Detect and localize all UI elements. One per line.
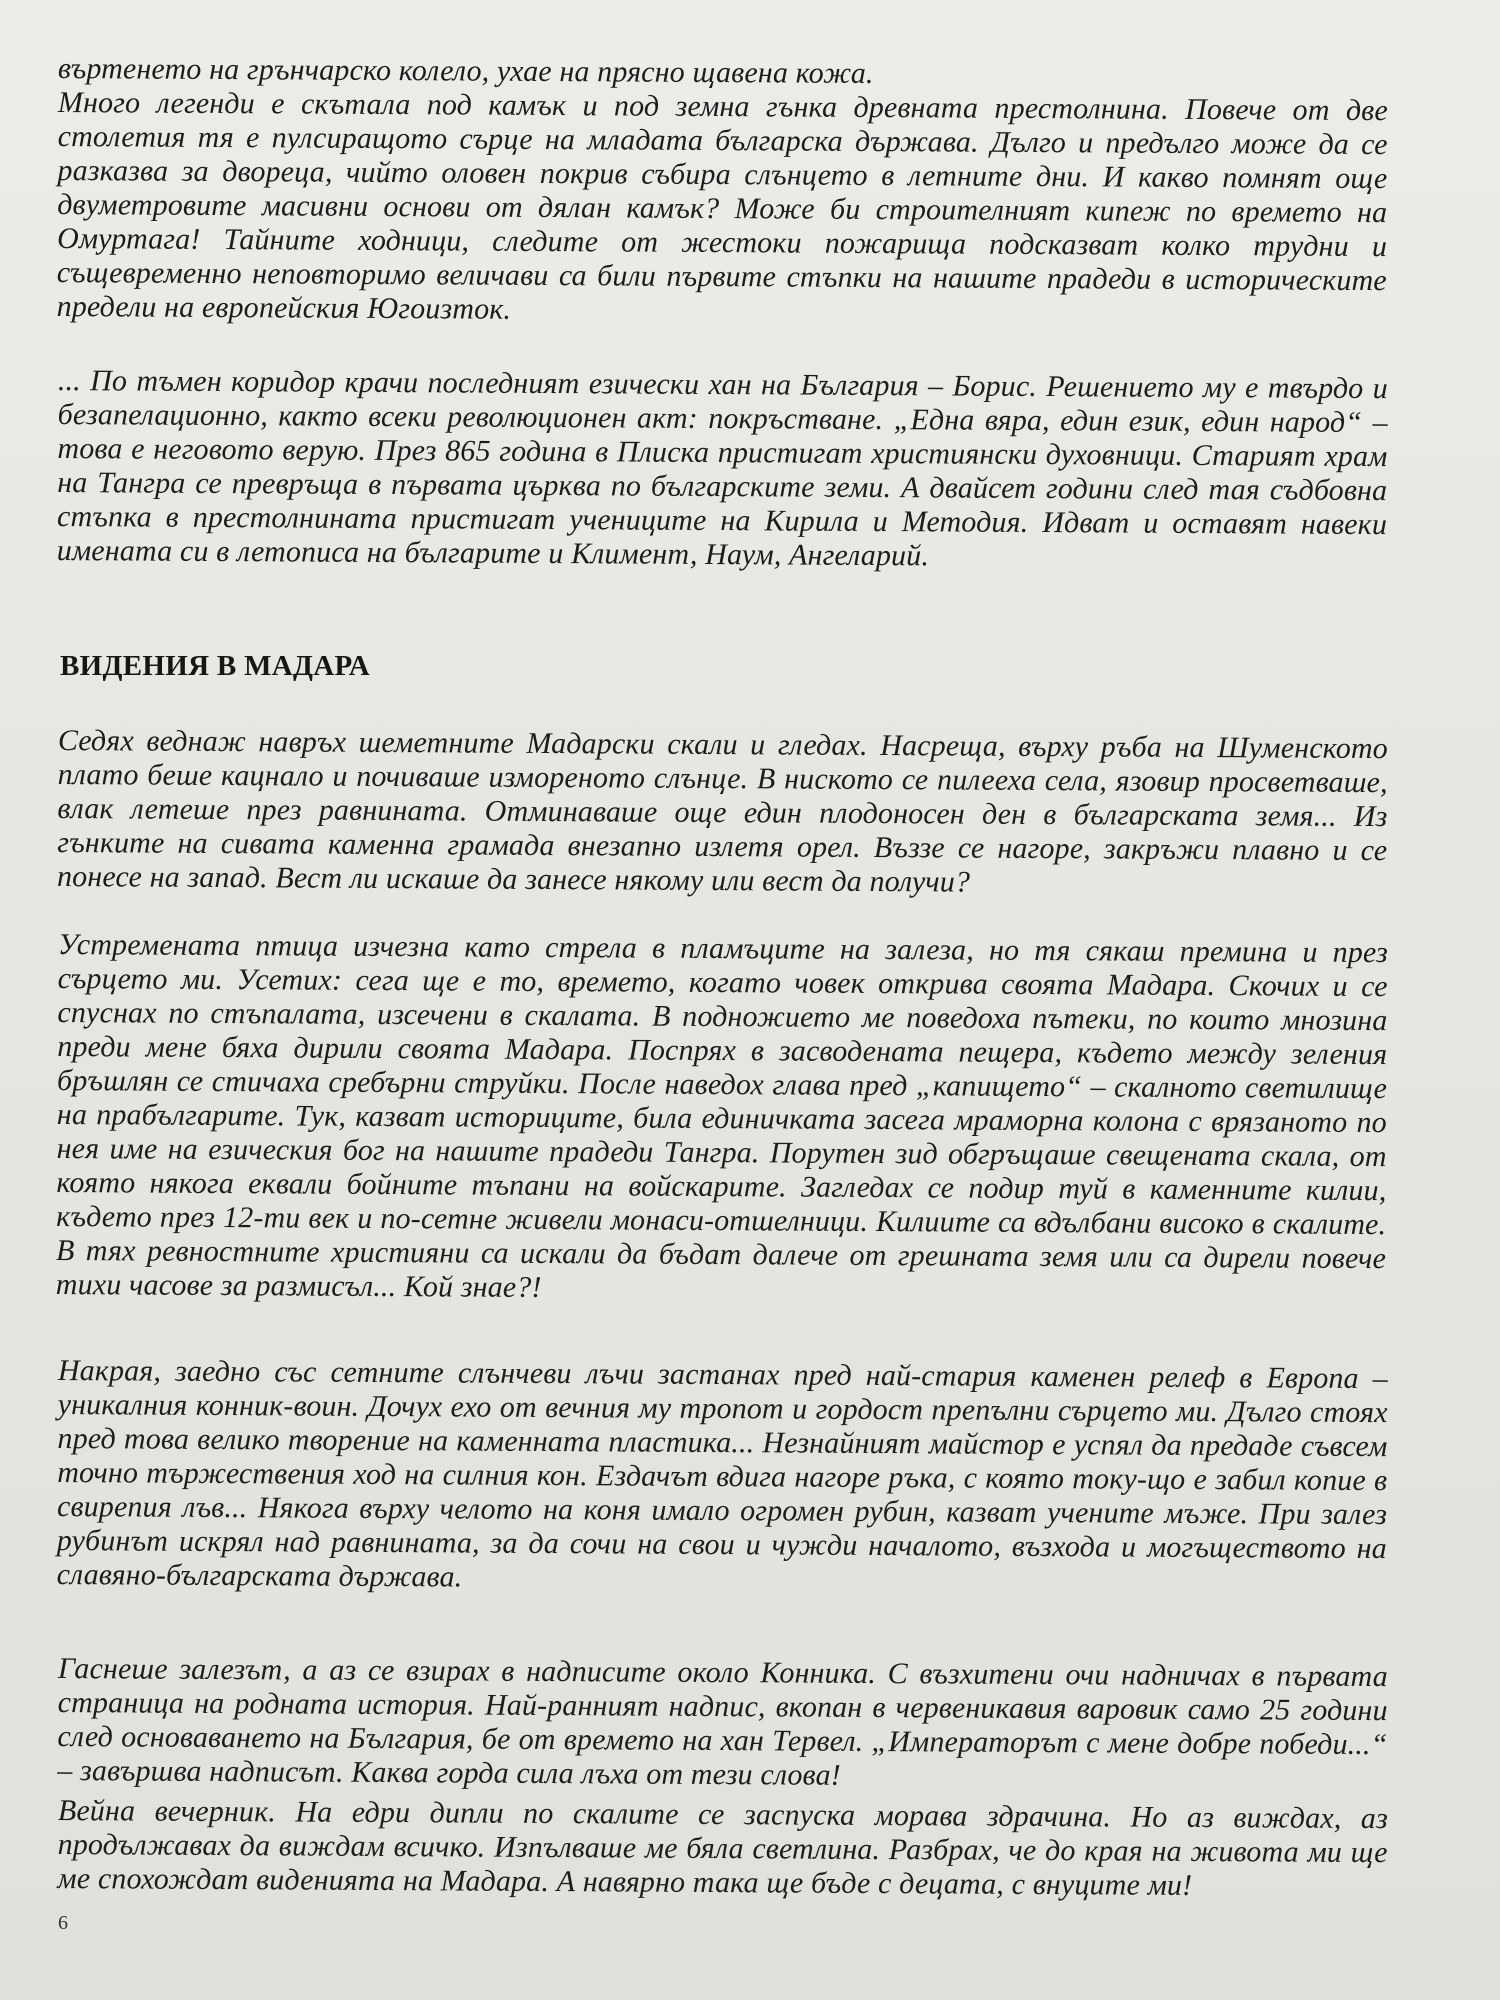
section-heading: ВИДЕНИЯ В МАДАРА [60,650,371,682]
document-page [55,52,1388,1982]
paragraph-eagle-sanctuary: Устремената птица изчезна като стрела в пламъците на залеза, но тя сякаш премина и през сърцето ми. Усетих: сега ще е то, времето, когато човек открива своята Мадара. Скочих и се спуснах по стъпалата, изсечени в скалата. В подножието ме поведоха пътеки, по които мнозина преди мене бяха дирили своята Мадара. Поспрях в засводената пещера, където между зеления бръшлян се стичаха сребърни струйки. После наведох глава пред „капището“ – скалното светилище на прабългарите. Тук, казват историците, била единичката засега мраморна колона с врязаното по нея име на езическия бог на нашите прадеди Тангра. Порутен зид обгръщаше свещената скала, от която някога еквали бойните тъпани на войскарите. Загледах се подир туй в каменните килии, където през 12-ти век и по-сетне живели монаси-отшелници. Килиите са вдълбани високо в скалите. В тях ревностните християни са искали да бъдат далече от грешната земя или са дирели повече тихи часове за размисъл... Кой знае?! [55,928,1388,1304]
paragraph-horseman-relief: Накрая, заедно със сетните слънчеви лъчи застанах пред най-стария каменен релеф в Европа – уникалния конник-воин. Дочух ехо от вечния му тропот и гордост препълни сърцето ми. Дълго стоях пред това велико творение на каменната пластика... Незнайният майстор е успял да предаде съвсем точно тържествения ход на силния кон. Ездачът вдига нагоре ръка, с която току-що е забил копие в свирепия лъв... Някога върху челото на коня имало огромен рубин, казват учените мъже. При залез рубинът искрял над равнината, за да сочи на свои и чужди началото, възхода и могъществото на славяно-българската държава. [56,1354,1388,1594]
paragraph-capital-legends: Много легенди е скътала под камък и под земна гънка древната престолнина. Повече от две столетия тя е пулсиращото сърце на младата българска държава. Дълго и предълго може да се разказва за двореца, чийто оловен покрив събира слънцето в летните дни. И какво помнят още двуметровите масивни основи от дялан камък? Може би строителният кипеж по времето на Омуртага! Тайните ходници, следите от жестоки пожарища подсказват колко трудни и същевременно неповторимо величави са били първите стъпки на нашите прадеди в историческите предели на европейския Югоизток. [56,86,1388,326]
paragraph-madara-cliffs: Седях веднаж навръх шеметните Мадарски скали и гледах. Насреща, върху ръба на Шуменското плато беше кацнало и почиваше измореното слънце. В ниското се пилееха села, язовир просветваше, влак летеше през равнината. Отминаваше още един плодоносен ден в българската земя... Из гънките на сивата каменна грамада внезапно излетя орел. Въззе се нагоре, закръжи плавно и се понесе на запад. Вест ли искаше да занесе някому или вест да получи? [56,724,1388,899]
paragraph-evening: Вейна вечерник. На едри дипли по скалите се заспуска морава здрачина. Но аз виждах, аз продължавах да виждам всичко. Изпълваше ме бяла светлина. Разбрах, че до края на живота ми ще ме спохождат виденията на Мадара. А навярно така ще бъде с децата, с внуците ми! [57,1794,1388,1902]
paragraph-khan-boris: ... По тъмен коридор крачи последният езически хан на България – Борис. Решението му е твърдо и безапелационно, както всеки революционен акт: покръстване. „Една вяра, един език, един народ“ – това е неговото верую. През 865 година в Плиска пристигат християнски духовници. Старият храм на Тангра се превръща в първата църква по българските земи. А двайсет години след тая съдбовна стъпка в престолнината пристигат учениците на Кирила и Методия. Идват и оставят навеки имената си в летописа на българите и Климент, Наум, Ангеларий. [56,364,1388,573]
paragraph-inscriptions: Гаснеше залезът, а аз се взирах в надписите около Конника. С възхитени очи надничах в първата страница на родната история. Най-ранният надпис, вкопан в червеникавия варовик само 25 години след основаването на България, бе от времето на хан Тервел. „Императорът с мене добре победи...“ – завършва надписът. Каква горда сила лъха от тези слова! [57,1652,1388,1792]
page-number: 6 [58,1912,68,1934]
paragraph-intro-line: въртенето на грънчарско колело, ухае на прясно щавена кожа. [57,52,874,90]
